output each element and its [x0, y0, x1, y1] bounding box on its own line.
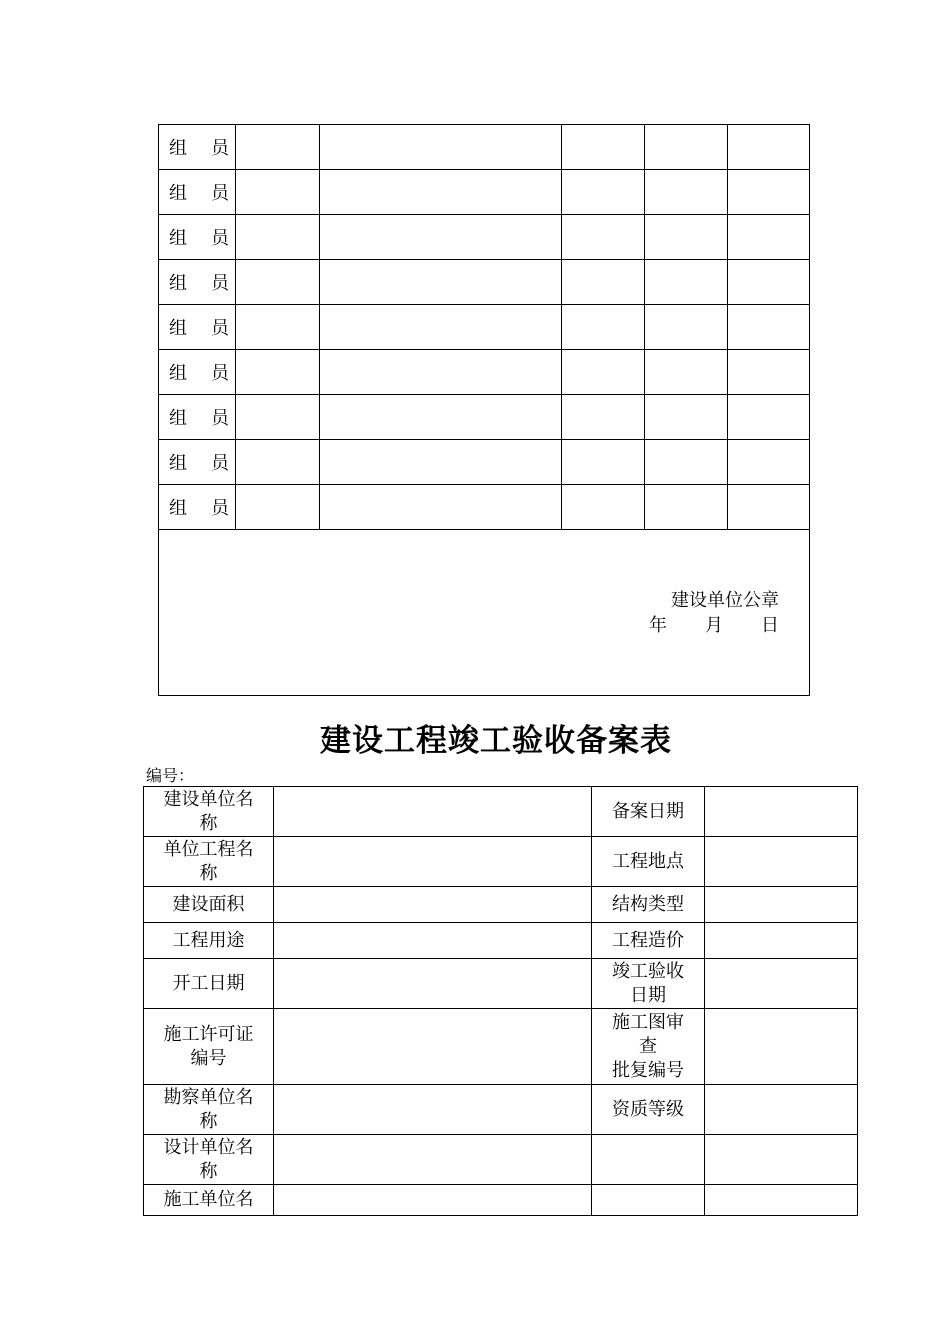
table-row	[144, 1185, 858, 1216]
day-label: 日	[761, 615, 779, 636]
member-value-cell[interactable]	[320, 305, 562, 350]
value-cell[interactable]	[592, 1185, 705, 1216]
form-title: 建设工程竣工验收备案表	[320, 723, 672, 759]
role-label-left: 组	[169, 363, 187, 384]
label-cell: 开工日期	[144, 959, 274, 1009]
member-value-cell[interactable]	[320, 395, 562, 440]
label-cell: 工程造价	[592, 923, 705, 959]
value-cell[interactable]	[592, 1135, 705, 1185]
value-cell[interactable]	[274, 923, 592, 959]
value-cell[interactable]	[274, 887, 592, 923]
member-role-cell	[159, 260, 236, 305]
label-cell: 建设单位名 称	[144, 787, 274, 837]
member-value-cell[interactable]	[562, 350, 645, 395]
value-cell[interactable]	[705, 787, 858, 837]
members-table-body	[159, 125, 810, 530]
member-row	[159, 215, 810, 260]
member-value-cell[interactable]	[728, 395, 810, 440]
member-value-cell[interactable]	[236, 170, 320, 215]
member-value-cell[interactable]	[728, 170, 810, 215]
label-cell: 施工许可证 编号	[144, 1009, 274, 1085]
role-label-left: 组	[169, 318, 187, 339]
member-value-cell[interactable]	[645, 350, 728, 395]
member-value-cell[interactable]	[236, 125, 320, 170]
role-label-right: 员	[211, 183, 229, 204]
member-value-cell[interactable]	[320, 125, 562, 170]
member-role-cell	[159, 215, 236, 260]
member-value-cell[interactable]	[236, 215, 320, 260]
member-value-cell[interactable]	[728, 440, 810, 485]
member-value-cell[interactable]	[320, 485, 562, 530]
member-role-cell	[159, 170, 236, 215]
label-cell: 施工图审 查 批复编号	[592, 1009, 705, 1085]
value-cell[interactable]	[705, 1185, 858, 1216]
member-value-cell[interactable]	[645, 215, 728, 260]
label-cell: 工程地点	[592, 837, 705, 887]
member-value-cell[interactable]	[728, 485, 810, 530]
member-value-cell[interactable]	[728, 125, 810, 170]
value-cell[interactable]	[274, 787, 592, 837]
member-row	[159, 170, 810, 215]
member-value-cell[interactable]	[645, 440, 728, 485]
member-value-cell[interactable]	[728, 350, 810, 395]
label-cell: 资质等级	[592, 1085, 705, 1135]
value-cell[interactable]	[705, 837, 858, 887]
member-role-cell	[159, 125, 236, 170]
role-label-left: 组	[169, 408, 187, 429]
role-label-right: 员	[211, 453, 229, 474]
role-label-left: 组	[169, 498, 187, 519]
role-label-left: 组	[169, 228, 187, 249]
member-value-cell[interactable]	[728, 305, 810, 350]
date-line	[649, 613, 779, 638]
member-value-cell[interactable]	[645, 485, 728, 530]
member-row	[159, 485, 810, 530]
code-label: 编号：	[146, 766, 195, 785]
year-label: 年	[649, 615, 667, 636]
member-value-cell[interactable]	[645, 305, 728, 350]
member-value-cell[interactable]	[562, 260, 645, 305]
member-value-cell[interactable]	[562, 305, 645, 350]
value-cell[interactable]	[274, 959, 592, 1009]
role-label-left: 组	[169, 453, 187, 474]
member-role-cell	[159, 350, 236, 395]
value-cell[interactable]	[705, 959, 858, 1009]
value-cell[interactable]	[705, 1135, 858, 1185]
member-role-cell	[159, 485, 236, 530]
label-cell: 备案日期	[592, 787, 705, 837]
member-role-cell	[159, 440, 236, 485]
member-value-cell[interactable]	[645, 260, 728, 305]
role-label-right: 员	[211, 273, 229, 294]
month-label: 月	[705, 615, 723, 636]
table-row	[144, 959, 858, 1009]
member-value-cell[interactable]	[645, 125, 728, 170]
member-value-cell[interactable]	[728, 260, 810, 305]
member-value-cell[interactable]	[562, 125, 645, 170]
unit-seal-label: 建设单位公章	[671, 590, 779, 611]
record-table	[143, 786, 858, 1216]
member-value-cell[interactable]	[236, 260, 320, 305]
member-role-cell	[159, 395, 236, 440]
role-label-right: 员	[211, 138, 229, 159]
table-row	[144, 1135, 858, 1185]
member-value-cell[interactable]	[645, 170, 728, 215]
table-row	[144, 887, 858, 923]
member-value-cell[interactable]	[562, 215, 645, 260]
member-value-cell[interactable]	[236, 305, 320, 350]
member-value-cell[interactable]	[562, 395, 645, 440]
label-cell: 结构类型	[592, 887, 705, 923]
member-value-cell[interactable]	[236, 485, 320, 530]
seal-block	[649, 588, 779, 638]
value-cell[interactable]	[274, 837, 592, 887]
member-row	[159, 440, 810, 485]
member-value-cell[interactable]	[562, 440, 645, 485]
table-row	[144, 837, 858, 887]
member-row	[159, 125, 810, 170]
role-label-right: 员	[211, 318, 229, 339]
role-label-right: 员	[211, 498, 229, 519]
label-cell: 勘察单位名 称	[144, 1085, 274, 1135]
member-value-cell[interactable]	[236, 395, 320, 440]
value-cell[interactable]	[274, 1009, 592, 1085]
label-cell: 单位工程名 称	[144, 837, 274, 887]
role-label-right: 员	[211, 363, 229, 384]
member-value-cell[interactable]	[320, 350, 562, 395]
member-value-cell[interactable]	[320, 215, 562, 260]
role-label-right: 员	[211, 408, 229, 429]
value-cell[interactable]	[705, 887, 858, 923]
label-cell: 竣工验收 日期	[592, 959, 705, 1009]
member-value-cell[interactable]	[236, 440, 320, 485]
value-cell[interactable]	[274, 1135, 592, 1185]
member-value-cell[interactable]	[320, 170, 562, 215]
member-value-cell[interactable]	[320, 440, 562, 485]
label-cell: 建设面积	[144, 887, 274, 923]
role-label-left: 组	[169, 273, 187, 294]
member-value-cell[interactable]	[236, 350, 320, 395]
value-cell[interactable]	[705, 1085, 858, 1135]
member-row	[159, 305, 810, 350]
label-cell: 设计单位名 称	[144, 1135, 274, 1185]
value-cell[interactable]	[705, 1009, 858, 1085]
table-row	[144, 1085, 858, 1135]
seal-row	[159, 530, 810, 696]
member-value-cell[interactable]	[728, 215, 810, 260]
table-row	[144, 1009, 858, 1085]
label-cell: 工程用途	[144, 923, 274, 959]
table-row	[144, 787, 858, 837]
member-value-cell[interactable]	[562, 485, 645, 530]
member-role-cell	[159, 305, 236, 350]
member-value-cell[interactable]	[562, 170, 645, 215]
member-row	[159, 395, 810, 440]
member-row	[159, 260, 810, 305]
role-label-left: 组	[169, 183, 187, 204]
member-row	[159, 350, 810, 395]
seal-cell	[159, 530, 810, 696]
value-cell[interactable]	[705, 923, 858, 959]
role-label-left: 组	[169, 138, 187, 159]
member-value-cell[interactable]	[320, 260, 562, 305]
members-table	[158, 124, 810, 696]
value-cell[interactable]	[274, 1185, 592, 1216]
member-value-cell[interactable]	[645, 395, 728, 440]
role-label-right: 员	[211, 228, 229, 249]
value-cell[interactable]	[274, 1085, 592, 1135]
table-row	[144, 923, 858, 959]
label-cell: 施工单位名	[144, 1185, 274, 1216]
